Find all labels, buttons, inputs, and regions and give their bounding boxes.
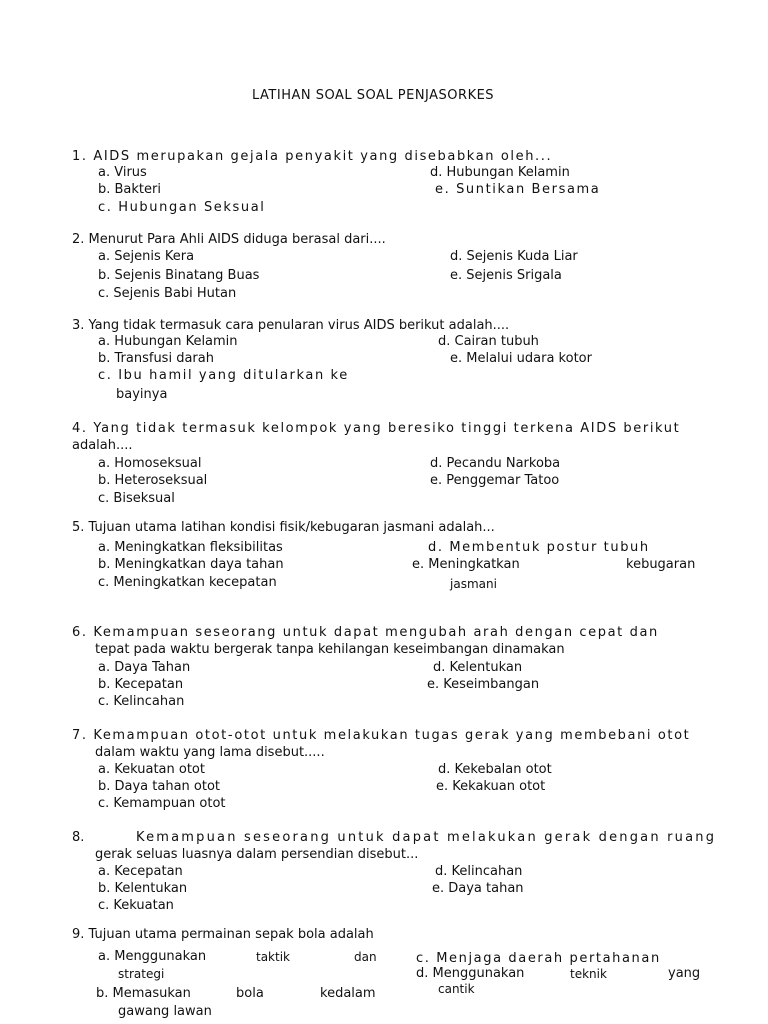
q9-option-a-word3: dan <box>354 950 377 964</box>
q8-option-e: e. Daya tahan <box>432 881 524 896</box>
q9-option-a-cont: strategi <box>118 967 165 981</box>
q6-option-e: e. Keseimbangan <box>427 677 540 692</box>
question-6-cont: tepat pada waktu bergerak tanpa kehilangan keseimbangan dinamakan <box>95 642 565 657</box>
q9-option-d-word3: yang <box>668 966 701 981</box>
q2-option-d: d. Sejenis Kuda Liar <box>450 249 578 264</box>
q5-option-b: b. Meningkatkan daya tahan <box>98 557 284 572</box>
question-4-cont: adalah.... <box>72 438 133 453</box>
q3-option-d: d. Cairan tubuh <box>438 334 539 349</box>
q9-option-d-cont: cantik <box>438 982 475 996</box>
q3-option-a: a. Hubungan Kelamin <box>98 334 238 349</box>
q9-option-b-cont: gawang lawan <box>118 1004 212 1019</box>
q3-option-e: e. Melalui udara kotor <box>450 351 592 366</box>
q2-option-b: b. Sejenis Binatang Buas <box>98 268 260 283</box>
q9-option-b: b. Memasukan <box>96 986 191 1001</box>
q6-option-b: b. Kecepatan <box>98 677 184 692</box>
q9-option-a: a. Menggunakan <box>98 949 207 964</box>
question-2: 2. Menurut Para Ahli AIDS diduga berasal dari.... <box>72 232 386 247</box>
page-title: LATIHAN SOAL SOAL PENJASORKES <box>252 88 495 103</box>
question-8-cont: gerak seluas luasnya dalam persendian disebut... <box>95 847 419 862</box>
q8-option-a: a. Kecepatan <box>98 864 183 879</box>
q6-option-d: d. Kelentukan <box>433 660 523 675</box>
q5-option-e: e. Meningkatkan <box>412 557 520 572</box>
q9-option-b-word3: kedalam <box>320 986 376 1001</box>
q8-option-b: b. Kelentukan <box>98 881 188 896</box>
q8-option-d: d. Kelincahan <box>435 864 523 879</box>
q4-option-c: c. Biseksual <box>98 491 175 506</box>
q2-option-e: e. Sejenis Srigala <box>450 268 562 283</box>
q7-option-d: d. Kekebalan otot <box>438 762 552 777</box>
q4-option-e: e. Penggemar Tatoo <box>430 473 560 488</box>
q7-option-a: a. Kekuatan otot <box>98 762 205 777</box>
q9-option-d-word2: teknik <box>570 967 607 981</box>
question-8-number: 8. <box>72 830 85 845</box>
question-9: 9. Tujuan utama permainan sepak bola adalah <box>72 927 374 942</box>
question-1: 1. AIDS merupakan gejala penyakit yang disebabkan oleh... <box>72 149 553 164</box>
q2-option-a: a. Sejenis Kera <box>98 249 195 264</box>
q7-option-e: e. Kekakuan otot <box>436 779 546 794</box>
q3-option-c: c. Ibu hamil yang ditularkan ke <box>98 368 349 383</box>
q2-option-c: c. Sejenis Babi Hutan <box>98 286 237 301</box>
q9-option-a-word2: taktik <box>256 950 290 964</box>
q1-option-c: c. Hubungan Seksual <box>98 200 266 215</box>
q9-option-b-word2: bola <box>236 986 264 1001</box>
q1-option-a: a. Virus <box>98 165 147 180</box>
q1-option-b: b. Bakteri <box>98 182 161 197</box>
q7-option-b: b. Daya tahan otot <box>98 779 221 794</box>
question-5: 5. Tujuan utama latihan kondisi fisik/kebugaran jasmani adalah... <box>72 520 495 535</box>
q1-option-d: d. Hubungan Kelamin <box>430 165 570 180</box>
q5-option-e-word: kebugaran <box>626 557 696 572</box>
question-3: 3. Yang tidak termasuk cara penularan virus AIDS berikut adalah.... <box>72 318 510 333</box>
q3-option-b: b. Transfusi darah <box>98 351 214 366</box>
q6-option-c: c. Kelincahan <box>98 694 185 709</box>
question-8: Kemampuan seseorang untuk dapat melakukan gerak dengan ruang <box>136 830 717 845</box>
q5-option-a: a. Meningkatkan fleksibilitas <box>98 540 283 555</box>
q9-option-c: c. Menjaga daerah pertahanan <box>416 951 661 966</box>
q7-option-c: c. Kemampuan otot <box>98 796 226 811</box>
q1-option-e: e. Suntikan Bersama <box>435 182 601 197</box>
q4-option-b: b. Heteroseksual <box>98 473 208 488</box>
q9-option-d: d. Menggunakan <box>416 966 525 981</box>
q4-option-a: a. Homoseksual <box>98 456 202 471</box>
question-7: 7. Kemampuan otot-otot untuk melakukan tugas gerak yang membebani otot <box>72 728 691 743</box>
q5-option-e-cont: jasmani <box>450 577 497 591</box>
question-4: 4. Yang tidak termasuk kelompok yang beresiko tinggi terkena AIDS berikut <box>72 421 681 436</box>
q5-option-c: c. Meningkatkan kecepatan <box>98 575 277 590</box>
question-6: 6. Kemampuan seseorang untuk dapat mengubah arah dengan cepat dan <box>72 625 659 640</box>
q5-option-d: d. Membentuk postur tubuh <box>428 540 650 555</box>
q8-option-c: c. Kekuatan <box>98 898 174 913</box>
q4-option-d: d. Pecandu Narkoba <box>430 456 561 471</box>
q6-option-a: a. Daya Tahan <box>98 660 191 675</box>
q3-option-c-cont: bayinya <box>116 387 168 402</box>
question-7-cont: dalam waktu yang lama disebut..... <box>95 745 325 760</box>
